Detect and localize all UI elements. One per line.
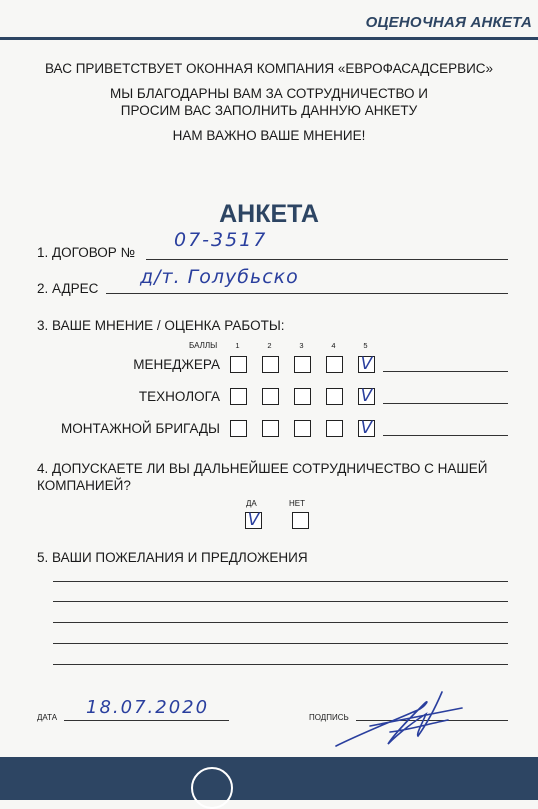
rating-checkbox-2[interactable] [262, 388, 279, 405]
rating-checkbox-5[interactable] [358, 388, 375, 405]
signature-label: ПОДПИСЬ [309, 713, 349, 722]
intro-line-2: МЫ БЛАГОДАРНЫ ВАМ ЗА СОТРУДНИЧЕСТВО И [109, 86, 429, 101]
suggestions-line-5[interactable] [53, 664, 508, 665]
intro-line-3: ПРОСИМ ВАС ЗАПОЛНИТЬ ДАННУЮ АНКЕТУ [120, 103, 418, 118]
contract-label: 1. ДОГОВОР № [37, 245, 136, 260]
q4-line-2: КОМПАНИЕЙ? [37, 478, 131, 493]
date-label: ДАТА [37, 713, 58, 722]
rating-comment-line[interactable] [383, 435, 508, 436]
header-bar [0, 37, 538, 40]
rating-checkbox-4[interactable] [326, 420, 343, 437]
company-logo-icon [191, 767, 233, 809]
rating-checkbox-3[interactable] [294, 420, 311, 437]
date-field[interactable]: 18.07.2020 [86, 697, 210, 718]
rating-label: 3. ВАШЕ МНЕНИЕ / ОЦЕНКА РАБОТЫ: [37, 318, 285, 333]
address-line [106, 293, 508, 294]
rating-checkbox-2[interactable] [262, 356, 279, 373]
rating-checkbox-2[interactable] [262, 420, 279, 437]
score-number-2: 2 [267, 341, 272, 350]
header-title: ОЦЕНОЧНАЯ АНКЕТА [365, 14, 532, 31]
address-label: 2. АДРЕС [37, 281, 99, 296]
rating-checkbox-1[interactable] [230, 388, 247, 405]
rating-row-label: МЕНЕДЖЕРА [133, 357, 220, 372]
rating-checkbox-4[interactable] [326, 356, 343, 373]
footer-bar [0, 757, 538, 800]
score-number-5: 5 [363, 341, 368, 350]
score-number-3: 3 [299, 341, 304, 350]
scale-label: БАЛЛЫ [189, 341, 218, 350]
address-field[interactable]: д/т. Голубьско [140, 266, 299, 288]
no-label: НЕТ [289, 499, 305, 508]
yes-label: ДА [246, 499, 257, 508]
date-line [64, 720, 229, 721]
rating-checkbox-3[interactable] [294, 356, 311, 373]
suggestions-label: 5. ВАШИ ПОЖЕЛАНИЯ И ПРЕДЛОЖЕНИЯ [37, 550, 308, 565]
rating-comment-line[interactable] [383, 371, 508, 372]
rating-checkbox-1[interactable] [230, 420, 247, 437]
suggestions-line-3[interactable] [53, 622, 508, 623]
rating-check-mark: V [360, 386, 373, 406]
yes-check-mark: V [247, 510, 260, 530]
no-checkbox[interactable] [292, 512, 309, 529]
yes-checkbox[interactable] [245, 512, 262, 529]
contract-line [146, 259, 508, 260]
suggestions-line-4[interactable] [53, 643, 508, 644]
rating-check-mark: V [360, 418, 373, 438]
score-number-1: 1 [235, 341, 240, 350]
rating-row-label: МОНТАЖНОЙ БРИГАДЫ [61, 421, 220, 436]
suggestions-line-2[interactable] [53, 601, 508, 602]
contract-number-field[interactable]: 07-3517 [174, 229, 268, 251]
score-number-4: 4 [331, 341, 336, 350]
rating-checkbox-3[interactable] [294, 388, 311, 405]
rating-checkbox-5[interactable] [358, 420, 375, 437]
rating-comment-line[interactable] [383, 403, 508, 404]
rating-checkbox-1[interactable] [230, 356, 247, 373]
suggestions-line-1[interactable] [53, 581, 508, 582]
rating-checkbox-4[interactable] [326, 388, 343, 405]
intro-line-1: ВАС ПРИВЕТСТВУЕТ ОКОННАЯ КОМПАНИЯ «ЕВРОФАСАДСЕРВИС» [44, 61, 494, 76]
rating-check-mark: V [360, 354, 373, 374]
q4-line-1: 4. ДОПУСКАЕТЕ ЛИ ВЫ ДАЛЬНЕЙШЕЕ СОТРУДНИЧЕСТВО С НАШЕЙ [37, 461, 488, 476]
rating-row-label: ТЕХНОЛОГА [138, 389, 220, 404]
rating-checkbox-5[interactable] [358, 356, 375, 373]
signature-field[interactable] [330, 684, 470, 756]
intro-line-4: НАМ ВАЖНО ВАШЕ МНЕНИЕ! [172, 128, 366, 143]
form-title: АНКЕТА [219, 200, 319, 228]
